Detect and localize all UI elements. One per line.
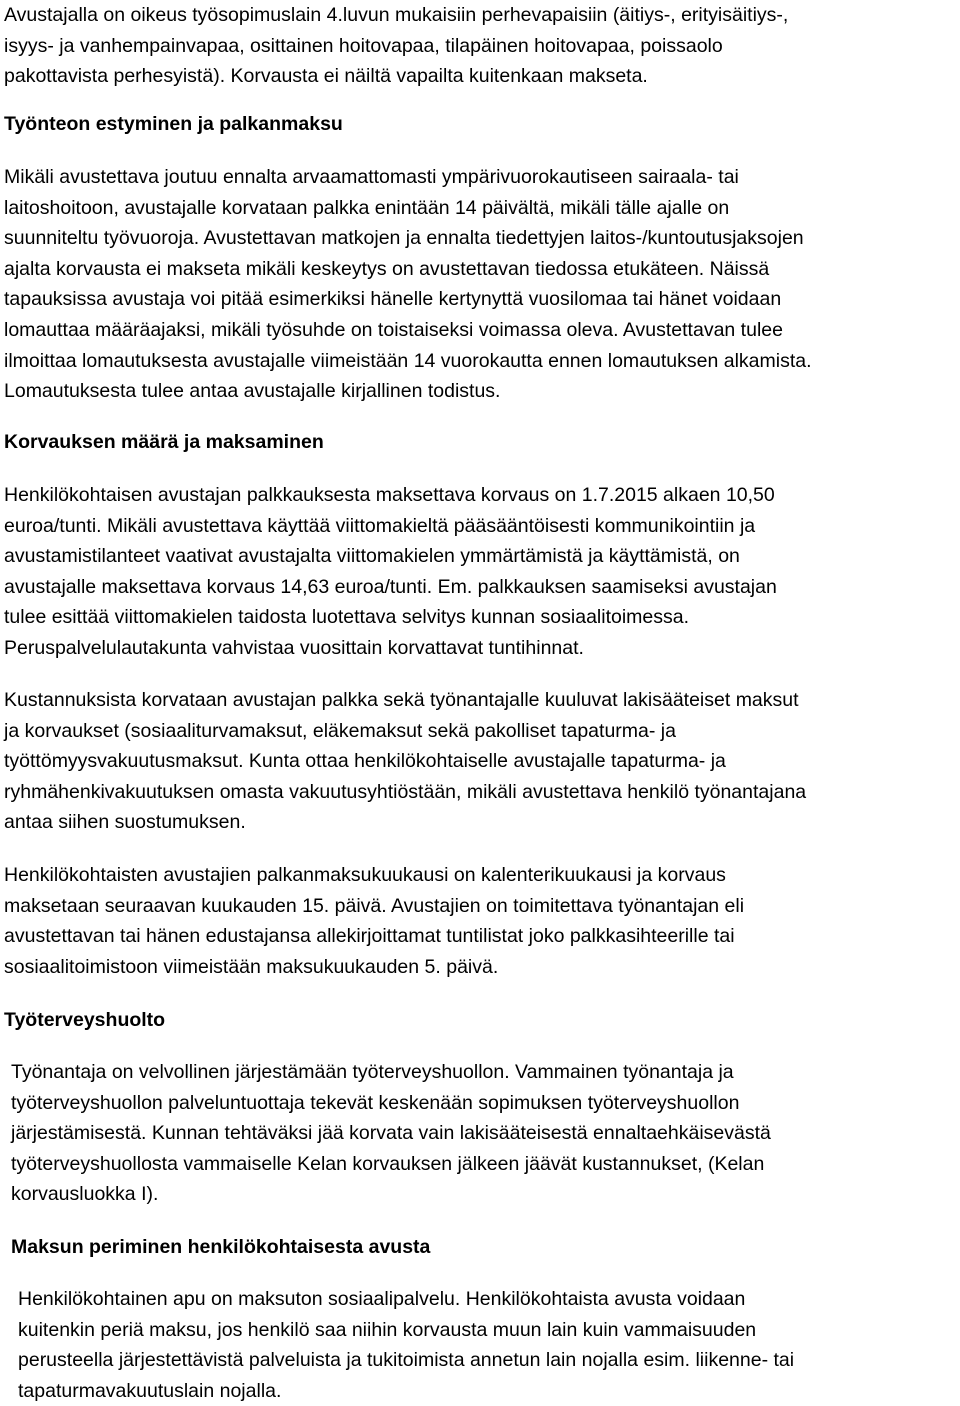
heading-korvauksen-maara (4, 427, 956, 458)
text-line: korvausluokka I). (11, 1183, 159, 1206)
text-line: sosiaalitoimistoon viimeistään maksukuukauden 5. päivä. (4, 955, 499, 978)
text-line: Henkilökohtainen apu on maksuton sosiaalipalvelu. Henkilökohtaista avusta voidaan (18, 1288, 746, 1310)
heading-maksun-periminen (11, 1232, 960, 1263)
heading-text: Korvauksen määrä ja maksaminen (4, 431, 324, 453)
paragraph-palkanmaksu (4, 162, 956, 407)
text-line: euroa/tunti. Mikäli avustettava käyttää viittomakieltä pääsääntöisesti kommunikointiin ja (4, 514, 756, 537)
text-line: ilmoittaa lomautuksesta avustajalle viimeistään 14 vuorokautta ennen lomautuksen alkamista. (4, 349, 812, 372)
text-line: työterveyshuollon palveluntuottaja tekevät keskenään sopimuksen työterveyshuollon (11, 1091, 740, 1114)
heading-tyonteon-estyminen (4, 109, 956, 140)
paragraph-kustannukset (4, 685, 956, 838)
text-line: Työnantaja on velvollinen järjestämään työterveyshuollon. Vammainen työnantaja ja (11, 1061, 734, 1083)
text-line: avustamistilanteet vaativat avustajalta viittomakielen ymmärtämistä ja käyttämistä, on (4, 545, 740, 568)
paragraph-tyoterveyshuolto (11, 1057, 960, 1210)
text-line: ajalta korvausta ei makseta mikäli keskeytys on avustettavan tiedossa etukäteen. Näissä (4, 257, 770, 280)
text-line: isyys- ja vanhempainvapaa, osittainen hoitovapaa, tilapäinen hoitovapaa, poissaolo (4, 34, 723, 57)
text-line: Kustannuksista korvataan avustajan palkka sekä työnantajalle kuuluvat lakisääteiset maksut (4, 689, 799, 711)
text-line: tapaturmavakuutuslain nojalla. (18, 1379, 282, 1402)
heading-text: Työterveyshuolto (4, 1009, 166, 1031)
text-line: perusteella järjestettävistä palveluista ja tukitoimista annetun lain nojalla esim. liikenne- tai (18, 1349, 795, 1372)
text-line: kuitenkin periä maksu, jos henkilö saa niihin korvausta muun lain kuin vammaisuuden (18, 1318, 757, 1341)
text-line: Henkilökohtaisen avustajan palkkauksesta maksettava korvaus on 1.7.2015 alkaen 10,50 (4, 484, 775, 506)
text-line: Mikäli avustettava joutuu ennalta arvaamattomasti ympärivuorokautiseen sairaala- tai (4, 166, 739, 188)
paragraph-perhevapaat (4, 0, 956, 92)
text-line: tapauksissa avustaja voi pitää esimerkiksi hänelle kertynyttä vuosilomaa tai hänet voidaan (4, 288, 782, 311)
text-line: avustettavan tai hänen edustajansa allekirjoittamat tuntilistat joko palkkasihteerille tai (4, 925, 735, 948)
text-line: työttömyysvakuutusmaksut. Kunta ottaa henkilökohtaiselle avustajalle tapaturma- ja (4, 750, 726, 773)
heading-text: Maksun periminen henkilökohtaisesta avusta (11, 1236, 431, 1258)
text-line: antaa siihen suostumuksen. (4, 811, 246, 834)
paragraph-palkanmaksukuukausi (4, 860, 956, 982)
text-line: maksetaan seuraavan kuukauden 15. päivä. Avustajien on toimitettava työnantajan eli (4, 894, 745, 917)
text-line: pakottavista perhesyistä). Korvausta ei näiltä vapailta kuitenkaan makseta. (4, 65, 648, 88)
text-line: Lomautuksesta tulee antaa avustajalle kirjallinen todistus. (4, 380, 501, 403)
text-line: Peruspalvelulautakunta vahvistaa vuosittain korvattavat tuntihinnat. (4, 636, 584, 659)
text-line: ja korvaukset (sosiaaliturvamaksut, eläkemaksut sekä pakolliset tapaturma- ja (4, 719, 676, 742)
heading-text: Työnteon estyminen ja palkanmaksu (4, 113, 343, 135)
text-line: Avustajalla on oikeus työsopimuslain 4.luvun mukaisiin perhevapaisiin (äitiys-, erityisäitiys-, (4, 4, 789, 26)
text-line: laitoshoitoon, avustajalle korvataan palkka enintään 14 päivältä, mikäli tälle ajalle on (4, 196, 730, 219)
text-line: työterveyshuollosta vammaiselle Kelan korvauksen jälkeen jäävät kustannukset, (Kelan (11, 1152, 765, 1175)
text-line: Henkilökohtaisten avustajien palkanmaksukuukausi on kalenterikuukausi ja korvaus (4, 864, 726, 886)
text-line: tulee esittää viittomakielen taidosta luotettava selvitys kunnan sosiaalitoimessa. (4, 606, 690, 629)
text-line: avustajalle maksettava korvaus 14,63 euroa/tunti. Em. palkkauksen saamiseksi avustajan (4, 575, 777, 598)
paragraph-maksun-periminen (18, 1284, 960, 1406)
text-line: ryhmähenkivakuutuksen omasta vakuutusyhtiöstään, mikäli avustettava henkilö työnantajana (4, 780, 807, 803)
heading-tyoterveyshuolto (4, 1005, 956, 1036)
text-line: lomauttaa määräajaksi, mikäli työsuhde on toistaiseksi voimassa oleva. Avustettavan tulee (4, 318, 783, 341)
text-line: suunniteltu työvuoroja. Avustettavan matkojen ja ennalta tiedettyjen laitos-/kuntoutusjaksojen (4, 227, 804, 250)
text-line: järjestämisestä. Kunnan tehtäväksi jää korvata vain lakisääteisestä ennaltaehkäisevästä (11, 1122, 771, 1145)
paragraph-korvaus (4, 480, 956, 664)
